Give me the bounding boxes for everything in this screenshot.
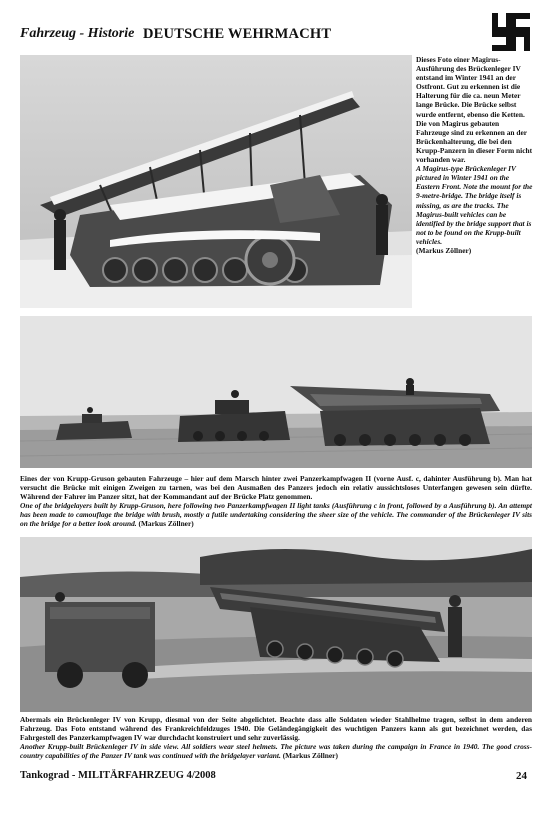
- caption-3-german: Abermals ein Brückenleger IV von Krupp, diesmal von der Seite abgelichtet. Beachte dass alle Soldaten wieder Stahlhelme tragen, selbst in dem anderen Fahrzeug. Das Foto entstand während des Frankreichfeldzuges 1940. Die Geländegängigkeit des wuchtigen Panzers kann als gut bezeichnet werden, das Fahrgestell des Panzerkampfwagen IV war durchdacht konstruiert und sehr zuverlässig.: [20, 715, 532, 743]
- caption-2-english: [20, 501, 532, 528]
- caption-2-german: Eines der von Krupp-Gruson gebauten Fahrzeuge – hier auf dem Marsch hinter zwei Panzerkampfwagen II (vorne Ausf. c, dahinter Ausführung b). Man hat versucht die Brücke mit einigen Zweigen zu tarnen, was bei den Ausmaßen des Panzers jedoch ein relativ aussichtsloses Unterfangen gewesen sein dürfte. Während der Fahrer im Panzer sitzt, hat der Kommandant auf der Brücke Platz genommen.: [20, 474, 532, 502]
- caption-1-credit: (Markus Zöllner): [416, 245, 472, 255]
- magazine-footer: Tankograd - MILITÄRFAHRZEUG 4/2008: [20, 770, 216, 781]
- balkenkreuz-icon: [490, 11, 532, 53]
- photo-krupp-bridgelayer-column: [20, 316, 532, 468]
- caption-photo-3: [20, 715, 532, 760]
- caption-2-credit: (Markus Zöllner): [138, 519, 194, 529]
- caption-3-english-text: Another Krupp-built Brückenleger IV in side view. All soldiers wear steel helmets. The picture was taken during the campaign in France in 1940. The good cross-country capabilities of the Panzer IV tank was continued with the bridgelayer variant.: [20, 742, 532, 761]
- caption-1-english: A Magirus-type Brückenleger IV pictured in Winter 1941 on the Eastern Front. Note the mount for the 9-metre-bridge. The bridge itself is missing, as are the tracks. The Magirus-built vehicles can be identified by the bridge support that is not to be found on the Krupp-built vehicles.: [416, 164, 533, 246]
- photo-krupp-bridgelayer-side-view: [20, 537, 532, 712]
- page-number: 24: [516, 770, 527, 782]
- caption-1-german: Dieses Foto einer Magirus-Ausführung des Brückenleger IV entstand im Winter 1941 an der Ostfront. Gut zu erkennen ist die Halterung für die ca. neun Meter lange Brücke. Die Brücke selbst wurde entfernt, ebenso die Ketten. Die von Magirus gebauten Fahrzeuge sind zu erkennen an der Brückenhalterung, die bei den Krupp-Panzern in dieser Form nicht vorhanden war.: [416, 55, 533, 165]
- caption-2-english-text: One of the bridgelayers built by Krupp-Gruson, here following two Panzerkampfwagen II light tanks (Ausführung c in front, followed by a Ausführung b). An attempt has been made to camouflage the bridge with brush, mostly a futile undertaking considering the sheer size of the vehicle. The commander of the Brückenleger IV sits on the bridge for a better look around.: [20, 501, 532, 529]
- caption-3-english: [20, 742, 532, 760]
- caption-3-credit: (Markus Zöllner): [282, 751, 338, 761]
- series-title: Fahrzeug - Historie: [20, 26, 135, 41]
- photo-magirus-bridgelayer-winter: [20, 55, 412, 308]
- caption-photo-1: [416, 55, 534, 255]
- caption-photo-2: [20, 474, 532, 529]
- page-title: DEUTSCHE WEHRMACHT: [143, 26, 332, 42]
